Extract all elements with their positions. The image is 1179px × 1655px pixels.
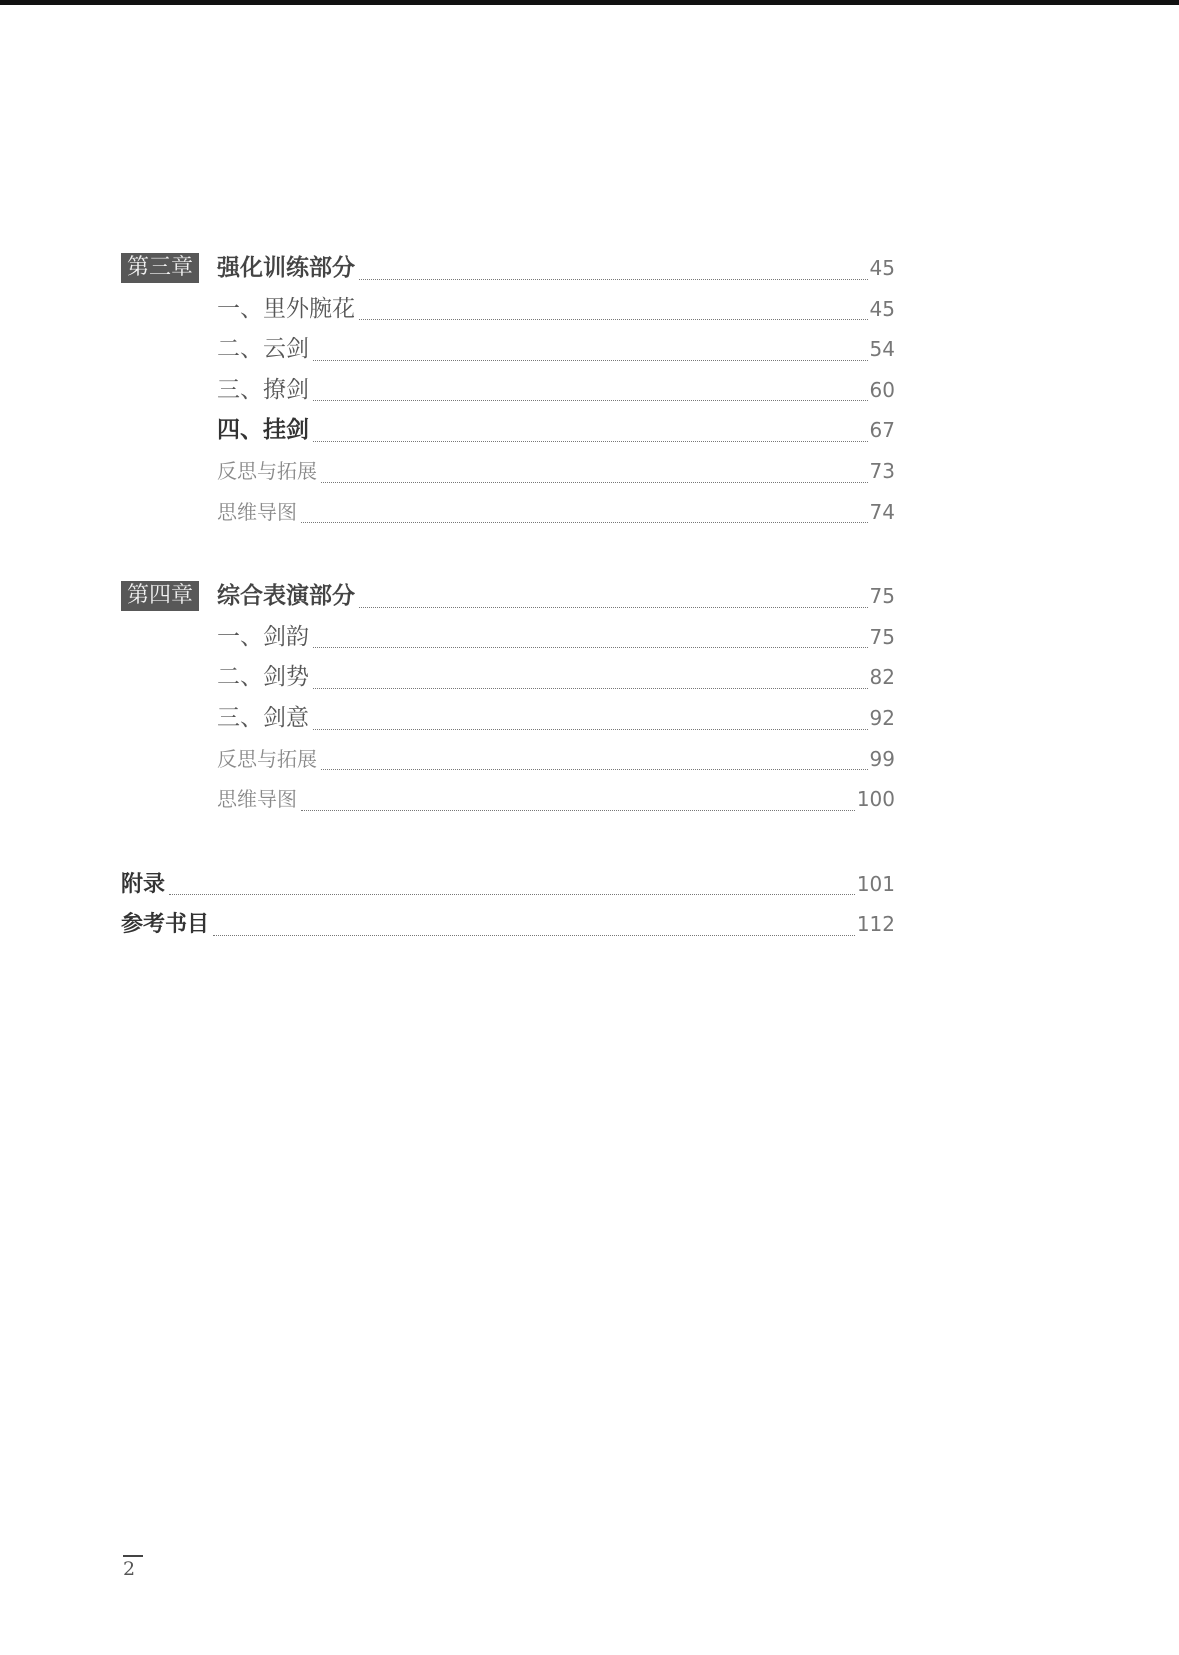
- section-title: 反思与拓展: [217, 458, 317, 483]
- chapter-title: 强化训练部分: [217, 255, 355, 281]
- page-number: 92: [869, 705, 895, 730]
- back-matter: [121, 864, 895, 945]
- dot-leader: [313, 441, 868, 442]
- toc-entry[interactable]: [121, 492, 895, 533]
- dot-leader: [213, 935, 855, 936]
- section-title: 思维导图: [217, 499, 297, 524]
- dot-leader: [359, 279, 868, 280]
- page-number: 54: [869, 337, 895, 362]
- dot-leader: [169, 894, 855, 895]
- toc-entry[interactable]: [121, 698, 895, 739]
- page-number: 101: [856, 871, 895, 896]
- top-border: [0, 0, 1179, 5]
- toc-entry[interactable]: [121, 289, 895, 330]
- dot-leader: [313, 647, 868, 648]
- page-number: 75: [869, 624, 895, 649]
- chapter-badge: 第四章: [121, 581, 199, 611]
- section-title: 二、剑势: [217, 664, 309, 691]
- chapter-heading[interactable]: [121, 248, 895, 289]
- page-number: 82: [869, 665, 895, 690]
- section-title: 三、剑意: [217, 704, 309, 731]
- page-number: 99: [869, 746, 895, 771]
- section-title: 四、挂剑: [217, 416, 309, 444]
- toc-entry[interactable]: [121, 657, 895, 698]
- page-number: 100: [856, 787, 895, 812]
- dot-leader: [321, 769, 868, 770]
- dot-leader: [313, 360, 868, 361]
- page-number: 60: [869, 377, 895, 402]
- section-title: 思维导图: [217, 787, 297, 812]
- page-folio: 2: [123, 1555, 143, 1581]
- toc-entry[interactable]: [121, 451, 895, 492]
- toc-entry[interactable]: [121, 329, 895, 370]
- toc-entry[interactable]: [121, 904, 895, 945]
- toc-entry[interactable]: [121, 410, 895, 451]
- dot-leader: [359, 319, 868, 320]
- page-number: 45: [869, 256, 895, 280]
- page-number: 67: [869, 418, 895, 443]
- page-number: 74: [869, 499, 895, 524]
- toc-entry[interactable]: [121, 739, 895, 780]
- chapter-4: [121, 576, 895, 820]
- toc-entry[interactable]: [121, 779, 895, 820]
- toc-entry[interactable]: [121, 617, 895, 658]
- appendix-title: 附录: [121, 871, 166, 897]
- section-title: 一、里外腕花: [217, 295, 355, 322]
- chapter-3: [121, 248, 895, 532]
- dot-leader: [313, 729, 868, 730]
- section-title: 一、剑韵: [217, 623, 309, 650]
- dot-leader: [359, 607, 868, 608]
- chapter-title: 综合表演部分: [217, 583, 355, 610]
- page-number: 112: [856, 912, 895, 937]
- dot-leader: [321, 482, 868, 483]
- dot-leader: [313, 688, 868, 689]
- dot-leader: [313, 400, 868, 401]
- toc-entry[interactable]: [121, 370, 895, 411]
- chapter-heading[interactable]: [121, 576, 895, 617]
- page-number: 73: [869, 458, 895, 483]
- chapter-badge: 第三章: [121, 253, 199, 283]
- section-title: 反思与拓展: [217, 746, 317, 771]
- section-title: 三、撩剑: [217, 376, 309, 403]
- dot-leader: [301, 810, 855, 811]
- section-title: 二、云剑: [217, 336, 309, 363]
- bibliography-title: 参考书目: [121, 912, 210, 938]
- toc-entry[interactable]: [121, 864, 895, 905]
- table-of-contents: [121, 248, 895, 945]
- dot-leader: [301, 522, 868, 523]
- page-number: 75: [869, 584, 895, 609]
- page-number: 45: [869, 296, 895, 321]
